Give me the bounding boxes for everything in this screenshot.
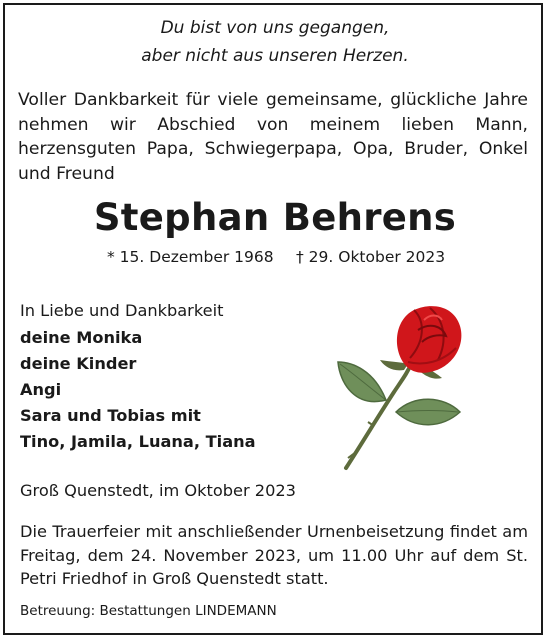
mourner-line: deine Kinder [20, 354, 137, 373]
place-and-date: Groß Quenstedt, im Oktober 2023 [20, 481, 296, 500]
service-notice: Die Trauerfeier mit anschließender Urnenbeisetzung findet am Freitag, dem 24. November 2023, um 11.00 Uhr auf dem St. Petri Friedhof in Groß Quenstedt statt. [20, 522, 528, 588]
mourner-line: deine Monika [20, 328, 143, 347]
birth-date: * 15. Dezember 1968 [107, 248, 274, 266]
mourner-line: Tino, Jamila, Luana, Tiana [20, 432, 256, 451]
quote-line-2: aber nicht aus unseren Herzen. [141, 46, 409, 66]
intro-text: Voller Dankbarkeit für viele gemeinsame, glückliche Jahre nehmen wir Abschied von meinem lieben Mann, herzensguten Papa, Schwiegerpapa, Opa, Bruder, Onkel und Freund [18, 90, 528, 184]
mourner-line: Sara und Tobias mit [20, 406, 201, 425]
mourner-line: Angi [20, 380, 62, 399]
quote-line-1: Du bist von uns gegangen, [160, 18, 390, 38]
funeral-home-credit: Betreuung: Bestattungen LINDEMANN [20, 603, 277, 619]
deceased-name: Stephan Behrens [93, 196, 457, 239]
red-rose-icon [334, 300, 474, 475]
mourners-intro: In Liebe und Dankbarkeit [20, 301, 224, 320]
death-date: † 29. Oktober 2023 [296, 248, 446, 266]
